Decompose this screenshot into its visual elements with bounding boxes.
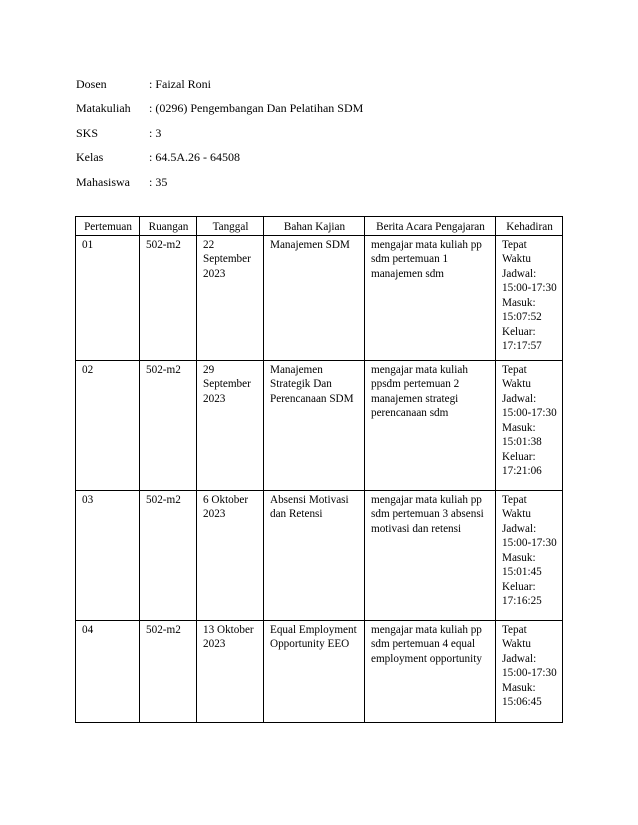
cell-ruangan: 502-m2 xyxy=(140,360,197,490)
info-row-matakuliah xyxy=(76,97,363,122)
cell-kehadiran: Tepat Waktu Jadwal: 15:00-17:30 Masuk: 15:01:45 Keluar: 17:16:25 xyxy=(496,490,563,620)
matakuliah-label: Matakuliah xyxy=(76,101,131,116)
table-header-row xyxy=(76,217,563,236)
cell-tanggal: 29 September 2023 xyxy=(197,360,264,490)
info-row-dosen xyxy=(76,72,363,97)
cell-bahan-kajian: Equal Employment Opportunity EEO xyxy=(264,620,365,722)
header-bahan-kajian: Bahan Kajian xyxy=(264,217,365,236)
info-row-kelas xyxy=(76,146,363,171)
dosen-label: Dosen xyxy=(76,76,107,91)
cell-bahan-kajian: Manajemen Strategik Dan Perencanaan SDM xyxy=(264,360,365,490)
mahasiswa-label: Mahasiswa xyxy=(76,174,130,189)
cell-pertemuan: 01 xyxy=(76,235,140,360)
header-ruangan: Ruangan xyxy=(140,217,197,236)
header-tanggal: Tanggal xyxy=(197,217,264,236)
dosen-value: : Faizal Roni xyxy=(149,76,211,91)
attendance-table xyxy=(75,216,563,723)
info-row-mahasiswa xyxy=(76,170,363,195)
cell-tanggal: 13 Oktober 2023 xyxy=(197,620,264,722)
info-row-sks xyxy=(76,121,363,146)
cell-pertemuan: 04 xyxy=(76,620,140,722)
table-row xyxy=(76,620,563,722)
table-row xyxy=(76,490,563,620)
course-info xyxy=(76,72,363,195)
cell-pertemuan: 03 xyxy=(76,490,140,620)
matakuliah-value: : (0296) Pengembangan Dan Pelatihan SDM xyxy=(149,101,364,116)
cell-berita-acara: mengajar mata kuliah pp sdm pertemuan 4 equal employment opportunity xyxy=(365,620,496,722)
kelas-label: Kelas xyxy=(76,150,104,165)
header-berita-acara: Berita Acara Pengajaran xyxy=(365,217,496,236)
cell-ruangan: 502-m2 xyxy=(140,620,197,722)
cell-kehadiran: Tepat Waktu Jadwal: 15:00-17:30 Masuk: 15:01:38 Keluar: 17:21:06 xyxy=(496,360,563,490)
cell-tanggal: 6 Oktober 2023 xyxy=(197,490,264,620)
cell-berita-acara: mengajar mata kuliah ppsdm pertemuan 2 manajemen strategi perencanaan sdm xyxy=(365,360,496,490)
mahasiswa-value: : 35 xyxy=(149,174,168,189)
cell-berita-acara: mengajar mata kuliah pp sdm pertemuan 1 manajemen sdm xyxy=(365,235,496,360)
cell-bahan-kajian: Manajemen SDM xyxy=(264,235,365,360)
cell-kehadiran: Tepat Waktu Jadwal: 15:00-17:30 Masuk: 15:07:52 Keluar: 17:17:57 xyxy=(496,235,563,360)
sks-label: SKS xyxy=(76,125,99,140)
cell-ruangan: 502-m2 xyxy=(140,235,197,360)
header-pertemuan: Pertemuan xyxy=(76,217,140,236)
cell-kehadiran: Tepat Waktu Jadwal: 15:00-17:30 Masuk: 15:06:45 xyxy=(496,620,563,722)
table-row xyxy=(76,360,563,490)
cell-berita-acara: mengajar mata kuliah pp sdm pertemuan 3 absensi motivasi dan retensi xyxy=(365,490,496,620)
cell-pertemuan: 02 xyxy=(76,360,140,490)
cell-tanggal: 22 September 2023 xyxy=(197,235,264,360)
cell-ruangan: 502-m2 xyxy=(140,490,197,620)
cell-bahan-kajian: Absensi Motivasi dan Retensi xyxy=(264,490,365,620)
sks-value: : 3 xyxy=(149,125,162,140)
header-kehadiran: Kehadiran xyxy=(496,217,563,236)
table-row xyxy=(76,235,563,360)
kelas-value: : 64.5A.26 - 64508 xyxy=(149,150,240,165)
